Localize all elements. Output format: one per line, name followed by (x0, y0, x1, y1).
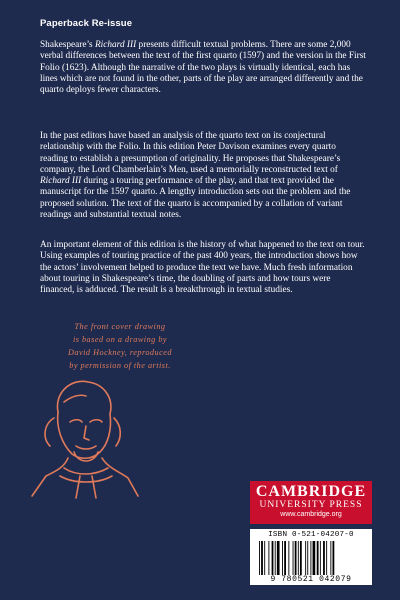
barcode-bar (307, 541, 308, 575)
p1-play-title: Richard III (95, 40, 137, 50)
barcode-bar (330, 541, 331, 575)
barcode-bar (282, 541, 283, 575)
barcode-bar (295, 541, 297, 575)
p1-text-after: presents difficult textual problems. There are some 2,000 verbal differences between the text of the first quarto (1597) and the version in the First Folio (1623). Although the narrative of the two plays is virtually identical, each has lines which are not found in the other, parts of the play are arranged differently and the quarto deploys fewer characters. (40, 40, 366, 96)
publisher-name: CAMBRIDGE (255, 483, 367, 500)
ean-digits: 9 780521 042079 (270, 575, 352, 584)
barcode-bar (320, 541, 321, 575)
barcode-bar (326, 541, 327, 575)
barcode-bar (259, 541, 260, 575)
barcode-bar (323, 541, 325, 575)
barcode-bar (275, 541, 276, 575)
credit-line-4: by permission of the artist. (69, 361, 171, 370)
barcode-bar (272, 541, 274, 575)
credit-line-2: is based on a drawing by (72, 335, 168, 344)
barcode-bar (305, 541, 306, 575)
barcode-bar (264, 541, 265, 575)
credit-line-3: David Hockney, reproduced (68, 348, 172, 357)
barcode-bar (261, 541, 263, 575)
p2-play-title: Richard III (40, 176, 82, 187)
isbn-number: ISBN 0-521-04207-0 (268, 531, 354, 539)
barcode-panel (250, 529, 372, 585)
barcode-bar (333, 541, 335, 575)
publisher-logo (250, 481, 372, 524)
p1-text-before: Shakespeare’s (40, 40, 95, 50)
p3-text: An important element of this edition is the history of what happened to the text on tour. Using examples of touring practice of the past 400 years, the introduction shows how the actors’ involvement helped to produce the text we have. Much fresh information about touring in Shakespeare’s time, the doubling of parts and how tours were financed, is adduced. The result is a breakthrough in textual studies. (40, 240, 365, 296)
reissue-heading: Paperback Re-issue (40, 18, 133, 29)
barcode-bar (284, 541, 286, 575)
p2-text-before: In the past editors have based an analysis of the quarto text on its conjectural relationship with the Folio. In this edition Peter Davison examines every quarto reading to establish a presumption of originality. He proposes that Shakespeare’s company, the Lord Chamberlain’s Men, used a memorially reconstructed text of (40, 131, 341, 175)
barcode-bar (293, 541, 294, 575)
barcode-bar (277, 541, 280, 575)
blurb-paragraph-2 (40, 131, 366, 221)
shakespeare-portrait-drawing (24, 372, 144, 500)
p2-text-after: during a touring performance of the play, and that text provided the manuscript for the 1597 quarto. A lengthy introduction sets out the problem and the proposed solution. The text of the quarto is accompanied by a collation of variant readings and substantial textual notes. (40, 176, 351, 221)
barcode-bar (310, 541, 311, 575)
publisher-url: www.cambridge.org (280, 511, 342, 518)
barcode-bar (288, 541, 289, 575)
barcode-bar (317, 541, 319, 575)
credit-line-1: The front cover drawing (74, 322, 166, 331)
publisher-subtitle: UNIVERSITY PRESS (259, 500, 363, 510)
cover-credit (60, 320, 180, 372)
blurb-paragraph-1 (40, 40, 366, 96)
barcode-bar (300, 541, 302, 575)
barcode (258, 541, 364, 575)
barcode-bar (298, 541, 299, 575)
barcode-bar (268, 541, 269, 575)
blurb-paragraph-3 (40, 240, 366, 296)
barcode-bar (313, 541, 316, 575)
